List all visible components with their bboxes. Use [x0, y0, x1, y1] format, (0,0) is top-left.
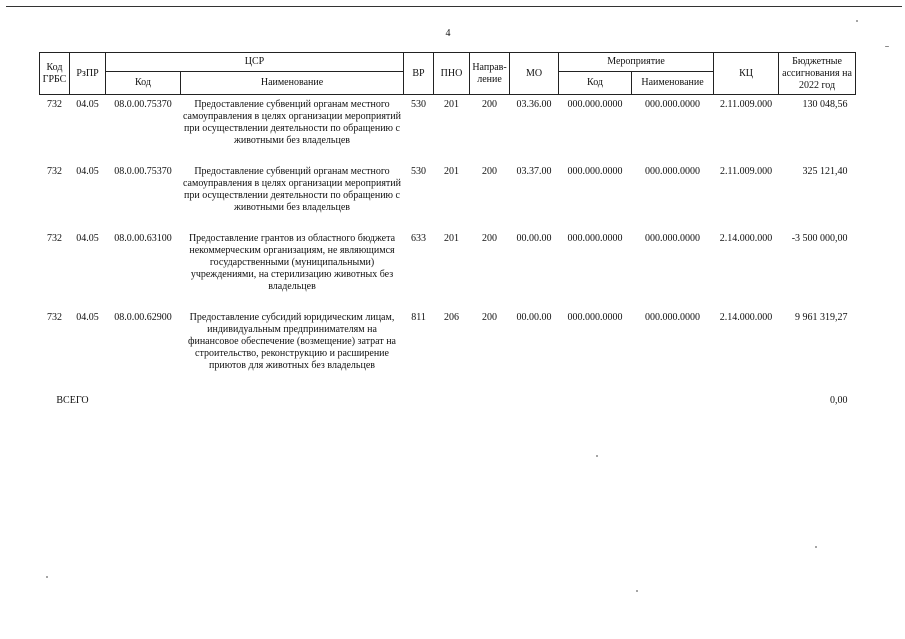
header-mo: МО: [510, 53, 559, 95]
cell-kc: 2.14.000.000: [719, 233, 773, 244]
table-row: [40, 95, 856, 167]
scan-speck: [856, 20, 858, 22]
cell-pno: 206: [444, 312, 460, 323]
cell-amount: 9 961 319,27: [795, 312, 848, 323]
cell-csr-kod: 08.0.00.75370: [114, 99, 172, 110]
cell-amount: 130 048,56: [802, 99, 848, 110]
cell-kc: 2.14.000.000: [719, 312, 773, 323]
cell-kc: 2.11.009.000: [719, 166, 773, 177]
header-csr-kod: Код: [106, 72, 181, 95]
total-row: [40, 391, 856, 407]
cell-pno: 201: [444, 166, 460, 177]
cell-napr: 200: [482, 99, 498, 110]
header-pno: ПНО: [434, 53, 470, 95]
cell-rzpr: 04.05: [76, 312, 99, 323]
cell-csr-kod: 08.0.00.75370: [114, 166, 172, 177]
header-csr: ЦСР: [106, 53, 404, 72]
cell-mo: 03.36.00: [516, 99, 552, 110]
cell-amount: 325 121,40: [802, 166, 848, 177]
header-meropriyatie: Мероприятие: [559, 53, 714, 72]
header-vr: ВР: [404, 53, 434, 95]
header-napravlenie: Направ-ление: [470, 53, 510, 95]
cell-grbs: 732: [47, 166, 62, 177]
cell-csr-name: Предоставление грантов из областного бюджета некоммерческим организациям, не являющимся государственными (муниципальными) учреждениями, на стерилизацию животных без владельцев: [188, 233, 396, 292]
table-row: [40, 233, 856, 312]
cell-vr: 530: [411, 99, 427, 110]
total-amount: 0,00: [830, 395, 848, 406]
cell-mer-kod: 000.000.0000: [567, 166, 623, 177]
cell-csr-name: Предоставление субвенций органам местного самоуправления в целях организации мероприятий при осуществлении деятельности по обращению с животными без владельцев: [183, 166, 401, 213]
cell-mo: 03.37.00: [516, 166, 552, 177]
header-budget: Бюджетные ассигнования на 2022 год: [779, 53, 856, 95]
total-label: ВСЕГО: [56, 395, 89, 406]
cell-mo: 00.00.00: [516, 312, 552, 323]
cell-grbs: 732: [47, 312, 62, 323]
cell-csr-kod: 08.0.00.63100: [114, 233, 172, 244]
cell-vr: 530: [411, 166, 427, 177]
cell-vr: 633: [411, 233, 427, 244]
cell-mer-kod: 000.000.0000: [567, 233, 623, 244]
scan-speck: [636, 590, 638, 592]
cell-mer-name: 000.000.0000: [645, 166, 701, 177]
cell-mer-kod: 000.000.0000: [567, 99, 623, 110]
cell-mer-kod: 000.000.0000: [567, 312, 623, 323]
cell-vr: 811: [411, 312, 426, 323]
cell-grbs: 732: [47, 99, 62, 110]
cell-mo: 00.00.00: [516, 233, 552, 244]
table-row: [40, 312, 856, 391]
cell-napr: 200: [482, 166, 498, 177]
cell-pno: 201: [444, 233, 460, 244]
header-rzpr: РзПР: [70, 53, 106, 95]
cell-napr: 200: [482, 312, 498, 323]
header-csr-name: Наименование: [181, 72, 404, 95]
scan-speck: [46, 576, 48, 578]
cell-csr-kod: 08.0.00.62900: [114, 312, 172, 323]
header-kc: КЦ: [714, 53, 779, 95]
cell-mer-name: 000.000.0000: [645, 99, 701, 110]
cell-rzpr: 04.05: [76, 166, 99, 177]
cell-rzpr: 04.05: [76, 99, 99, 110]
cell-grbs: 732: [47, 233, 62, 244]
cell-amount: -3 500 000,00: [791, 233, 848, 244]
scan-speck: [815, 546, 817, 548]
cell-mer-name: 000.000.0000: [645, 312, 701, 323]
cell-csr-name: Предоставление субсидий юридическим лицам, индивидуальным предпринимателям на финансовое обеспечение (возмещение) затрат на строительство, реконструкцию и расширение приютов для животных без владельцев: [188, 312, 396, 371]
budget-table: [39, 52, 856, 407]
page-number: 4: [445, 28, 451, 39]
scan-speck: [596, 455, 598, 457]
top-rule: [6, 6, 902, 7]
cell-napr: 200: [482, 233, 498, 244]
cell-rzpr: 04.05: [76, 233, 99, 244]
cell-kc: 2.11.009.000: [719, 99, 773, 110]
header-kod-grbs: Код ГРБС: [40, 53, 70, 95]
header-mer-name: Наименование: [632, 72, 714, 95]
scan-speck: [885, 46, 889, 47]
header-mer-kod: Код: [559, 72, 632, 95]
cell-csr-name: Предоставление субвенций органам местного самоуправления в целях организации мероприятий при осуществлении деятельности по обращению с животными без владельцев: [183, 99, 401, 146]
cell-pno: 201: [444, 99, 460, 110]
cell-mer-name: 000.000.0000: [645, 233, 701, 244]
table-row: [40, 166, 856, 233]
